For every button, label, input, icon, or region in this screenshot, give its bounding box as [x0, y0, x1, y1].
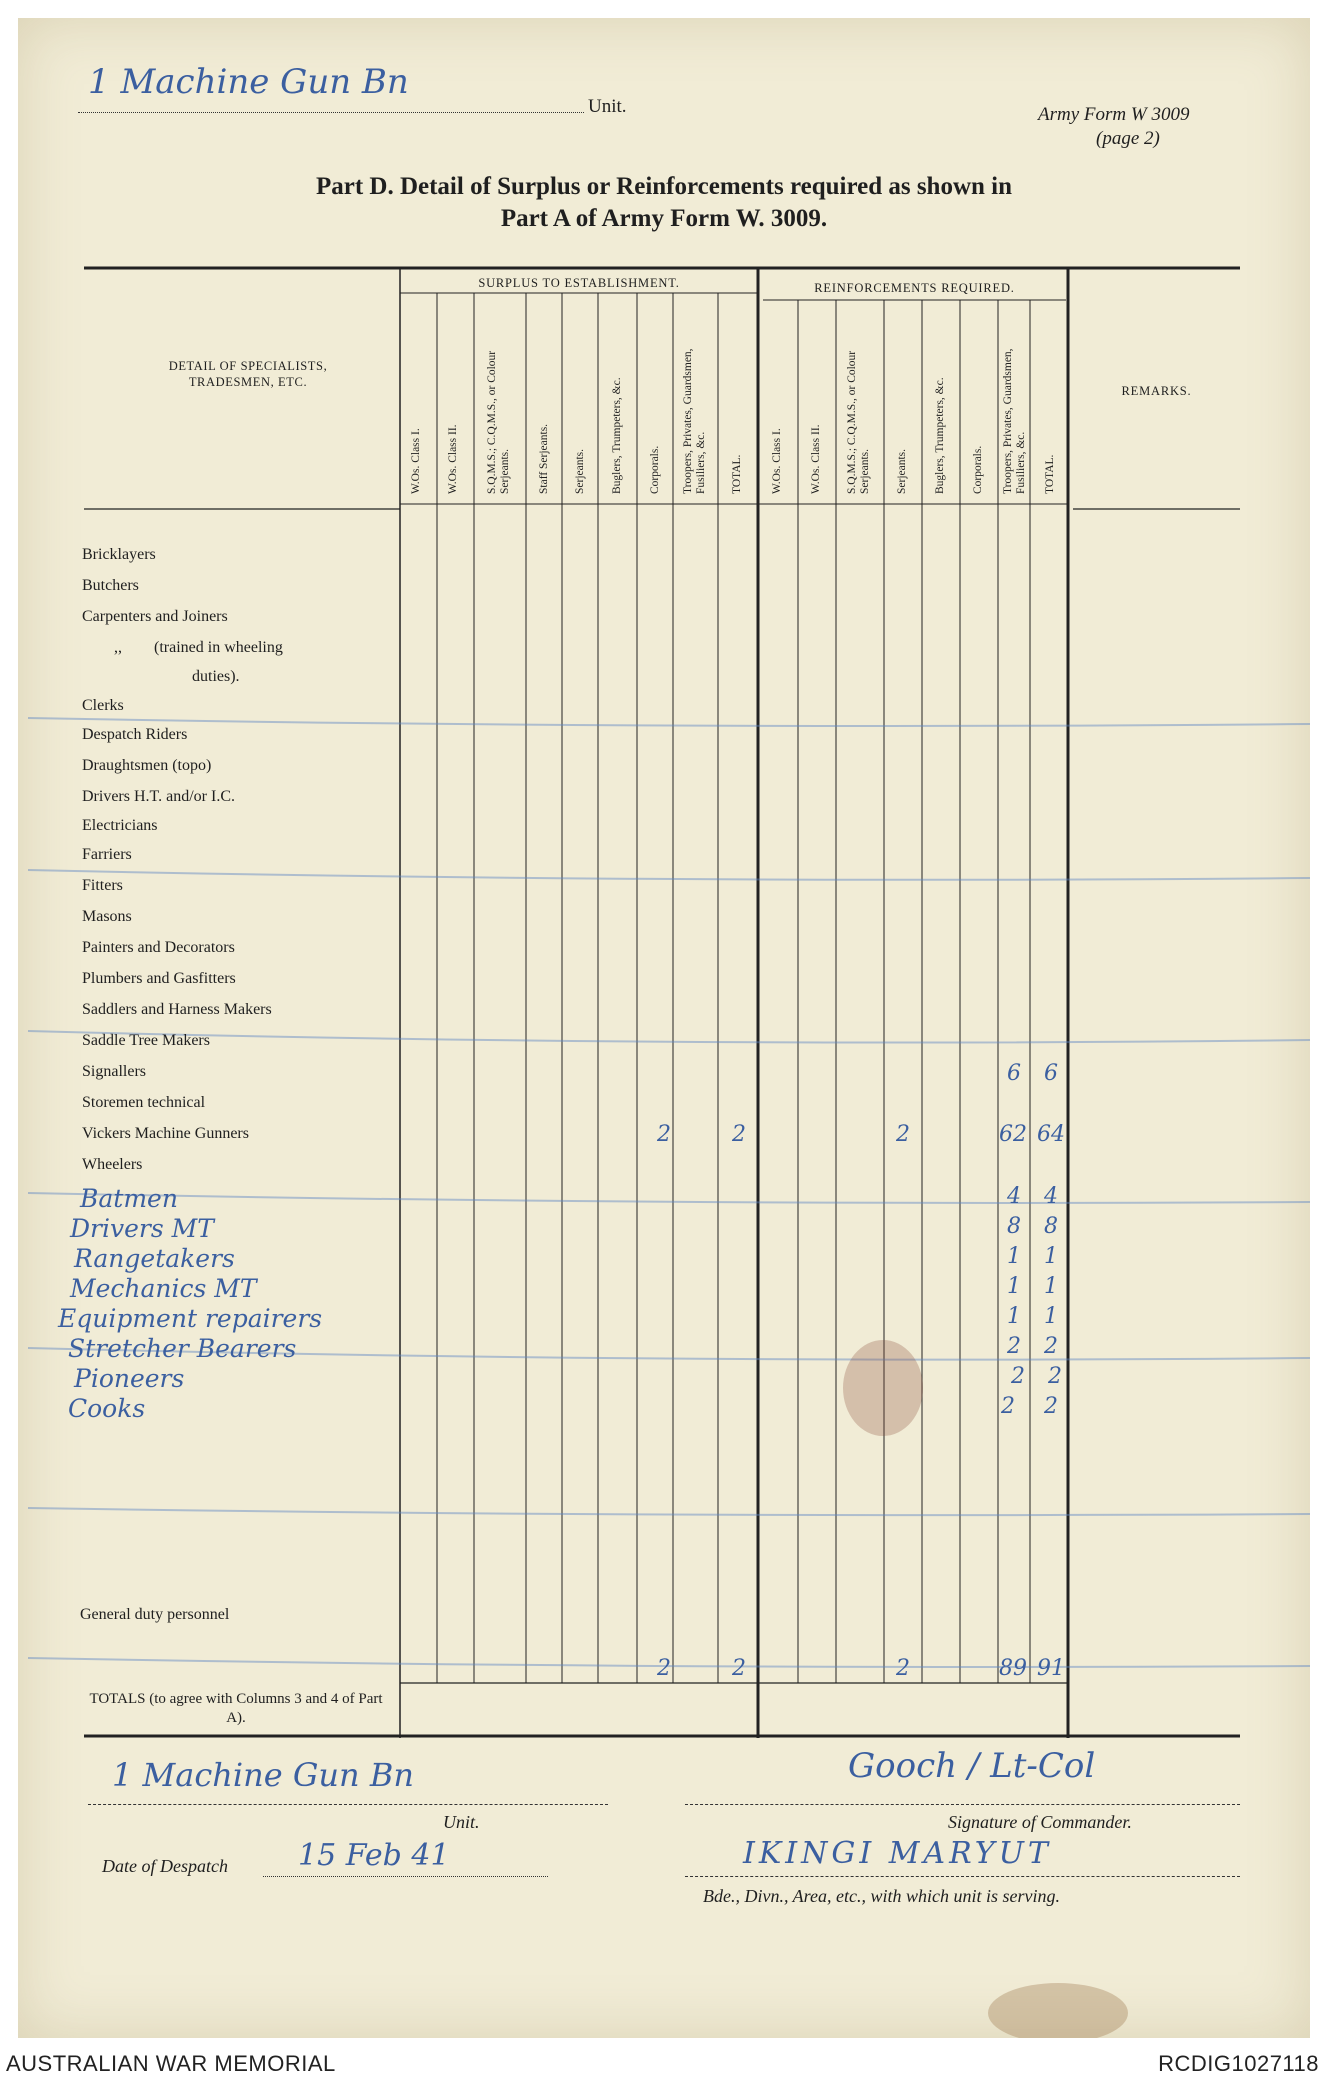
ruled-blue-lines	[28, 718, 1310, 1667]
vickers-surplus-total: 2	[732, 1122, 746, 1147]
reinf-col-buglers: Buglers, Trumpeters, &c.	[934, 377, 946, 494]
unit-line-bottom	[88, 1804, 608, 1805]
row-carpenters-wheeling: ,, (trained in wheeling	[114, 639, 283, 656]
reinf-col-troopers: Troopers, Privates, Guardsmen, Fusiliers, &c.	[1002, 348, 1027, 494]
row-fitters: Fitters	[82, 877, 123, 894]
table-grid	[18, 18, 1310, 2038]
stretcher-troopers: 2	[1007, 1334, 1021, 1359]
row-clerks: Clerks	[82, 697, 124, 714]
date-label: Date of Despatch	[102, 1856, 228, 1876]
row-equipment-repairers: Equipment repairers	[58, 1304, 323, 1333]
surplus-col-wo2: W.Os. Class II.	[447, 424, 459, 494]
signature-line	[685, 1804, 1240, 1805]
row-drivers-ht: Drivers H.T. and/or I.C.	[82, 788, 235, 805]
reinf-col-corporals: Corporals.	[972, 445, 984, 494]
row-drivers-mt: Drivers MT	[70, 1214, 214, 1243]
form-page: (page 2)	[1096, 128, 1160, 149]
row-despatch-riders: Despatch Riders	[82, 726, 188, 743]
unit-handwritten-top: 1 Machine Gun Bn	[88, 62, 409, 102]
archive-name: AUSTRALIAN WAR MEMORIAL	[6, 2051, 336, 2076]
surplus-col-corporals: Corporals.	[649, 445, 661, 494]
vickers-surplus-corporals: 2	[657, 1122, 671, 1147]
surplus-col-total: TOTAL.	[731, 454, 743, 494]
totals-troopers: 89	[999, 1656, 1027, 1681]
equipment-total: 1	[1044, 1304, 1058, 1329]
unit-label-top: Unit.	[588, 96, 627, 117]
totals-reinf-serjeants: 2	[896, 1656, 910, 1681]
ink-stain	[843, 1340, 923, 1436]
row-pioneers: Pioneers	[74, 1364, 185, 1393]
date-line	[263, 1876, 548, 1877]
row-carpenters: Carpenters and Joiners	[82, 608, 228, 625]
age-stain	[988, 1983, 1128, 2038]
surplus-col-buglers: Buglers, Trumpeters, &c.	[611, 377, 623, 494]
detail-header: DETAIL OF SPECIALISTS, TRADESMEN, ETC.	[168, 359, 328, 389]
row-bricklayers: Bricklayers	[82, 546, 156, 563]
rangetakers-total: 1	[1044, 1244, 1058, 1269]
reinf-col-serjeants: Serjeants.	[896, 448, 908, 494]
totals-surplus-total: 2	[732, 1656, 746, 1681]
remarks-header: REMARKS.	[1121, 384, 1192, 398]
row-signallers: Signallers	[82, 1063, 146, 1080]
form-sheet	[18, 18, 1310, 2038]
row-butchers: Butchers	[82, 577, 139, 594]
row-carpenters-duties: duties).	[192, 668, 240, 685]
row-cooks: Cooks	[68, 1394, 146, 1423]
commander-signature: Gooch / Lt-Col	[848, 1746, 1096, 1786]
mechanics-mt-troopers: 1	[1007, 1274, 1021, 1299]
row-wheelers: Wheelers	[82, 1156, 143, 1173]
row-electricians: Electricians	[82, 817, 158, 834]
row-farriers: Farriers	[82, 846, 132, 863]
unit-handwritten-bottom: 1 Machine Gun Bn	[112, 1756, 414, 1794]
row-stretcher-bearers: Stretcher Bearers	[68, 1334, 297, 1363]
totals-label: TOTALS (to agree with Columns 3 and 4 of Part A).	[89, 1691, 383, 1726]
batmen-total: 4	[1044, 1184, 1058, 1209]
row-general-duty: General duty personnel	[80, 1606, 230, 1623]
bde-label: Bde., Divn., Area, etc., with which unit is serving.	[703, 1886, 1060, 1906]
stretcher-total: 2	[1044, 1334, 1058, 1359]
totals-total: 91	[1037, 1656, 1065, 1681]
row-saddlers: Saddlers and Harness Makers	[82, 1001, 272, 1018]
signallers-total: 6	[1044, 1061, 1058, 1086]
title-line-1: Part D. Detail of Surplus or Reinforcements required as shown in	[315, 173, 1013, 200]
surplus-col-troopers: Troopers, Privates, Guardsmen, Fusiliers, &c.	[682, 348, 707, 494]
reinforcements-header: REINFORCEMENTS REQUIRED.	[814, 281, 1015, 295]
row-vickers: Vickers Machine Gunners	[82, 1125, 249, 1142]
row-plumbers: Plumbers and Gasfitters	[82, 970, 236, 987]
signature-label: Signature of Commander.	[948, 1812, 1132, 1832]
surplus-header: SURPLUS TO ESTABLISHMENT.	[478, 276, 680, 290]
drivers-mt-troopers: 8	[1007, 1214, 1021, 1239]
vickers-total: 64	[1037, 1122, 1065, 1147]
unit-label-bottom: Unit.	[443, 1812, 480, 1832]
surplus-col-sqms: S.Q.M.S.; C.Q.M.S., or Colour Serjeants.	[486, 350, 511, 494]
row-masons: Masons	[82, 908, 132, 925]
reinf-col-wo1: W.Os. Class I.	[771, 428, 783, 494]
form-reference: Army Form W 3009	[1038, 104, 1190, 125]
signallers-troopers: 6	[1007, 1061, 1021, 1086]
pioneers-total: 2	[1048, 1364, 1062, 1389]
archive-id: RCDIG1027118	[1158, 2051, 1319, 2076]
mechanics-mt-total: 1	[1044, 1274, 1058, 1299]
totals-surplus-corporals: 2	[657, 1656, 671, 1681]
surplus-col-wo1: W.Os. Class I.	[410, 428, 422, 494]
archive-footer	[0, 2045, 1327, 2081]
reinf-col-total: TOTAL.	[1044, 454, 1056, 494]
equipment-troopers: 1	[1007, 1304, 1021, 1329]
row-draughtsmen: Draughtsmen (topo)	[82, 757, 212, 774]
surplus-col-staff-serjeants: Staff Serjeants.	[538, 423, 550, 494]
pioneers-troopers: 2	[1011, 1364, 1025, 1389]
vickers-reinf-serjeants: 2	[896, 1122, 910, 1147]
reinf-col-wo2: W.Os. Class II.	[810, 424, 822, 494]
row-batmen: Batmen	[80, 1184, 178, 1213]
reinf-col-sqms: S.Q.M.S.; C.Q.M.S., or Colour Serjeants.	[846, 350, 871, 494]
vickers-troopers: 62	[999, 1122, 1027, 1147]
cooks-total: 2	[1044, 1394, 1058, 1419]
row-painters: Painters and Decorators	[82, 939, 235, 956]
rangetakers-troopers: 1	[1007, 1244, 1021, 1269]
bde-handwritten: IKINGI MARYUT	[743, 1836, 1052, 1871]
drivers-mt-total: 8	[1044, 1214, 1058, 1239]
row-mechanics-mt: Mechanics MT	[70, 1274, 257, 1303]
date-of-despatch: 15 Feb 41	[298, 1838, 450, 1873]
batmen-troopers: 4	[1007, 1184, 1021, 1209]
surplus-col-serjeants: Serjeants.	[574, 448, 586, 494]
bde-line	[685, 1876, 1240, 1877]
row-rangetakers: Rangetakers	[74, 1244, 235, 1273]
row-saddle-tree: Saddle Tree Makers	[82, 1032, 210, 1049]
title-line-2: Part A of Army Form W. 3009.	[500, 205, 828, 232]
cooks-troopers: 2	[1001, 1394, 1015, 1419]
row-storemen: Storemen technical	[82, 1094, 206, 1111]
